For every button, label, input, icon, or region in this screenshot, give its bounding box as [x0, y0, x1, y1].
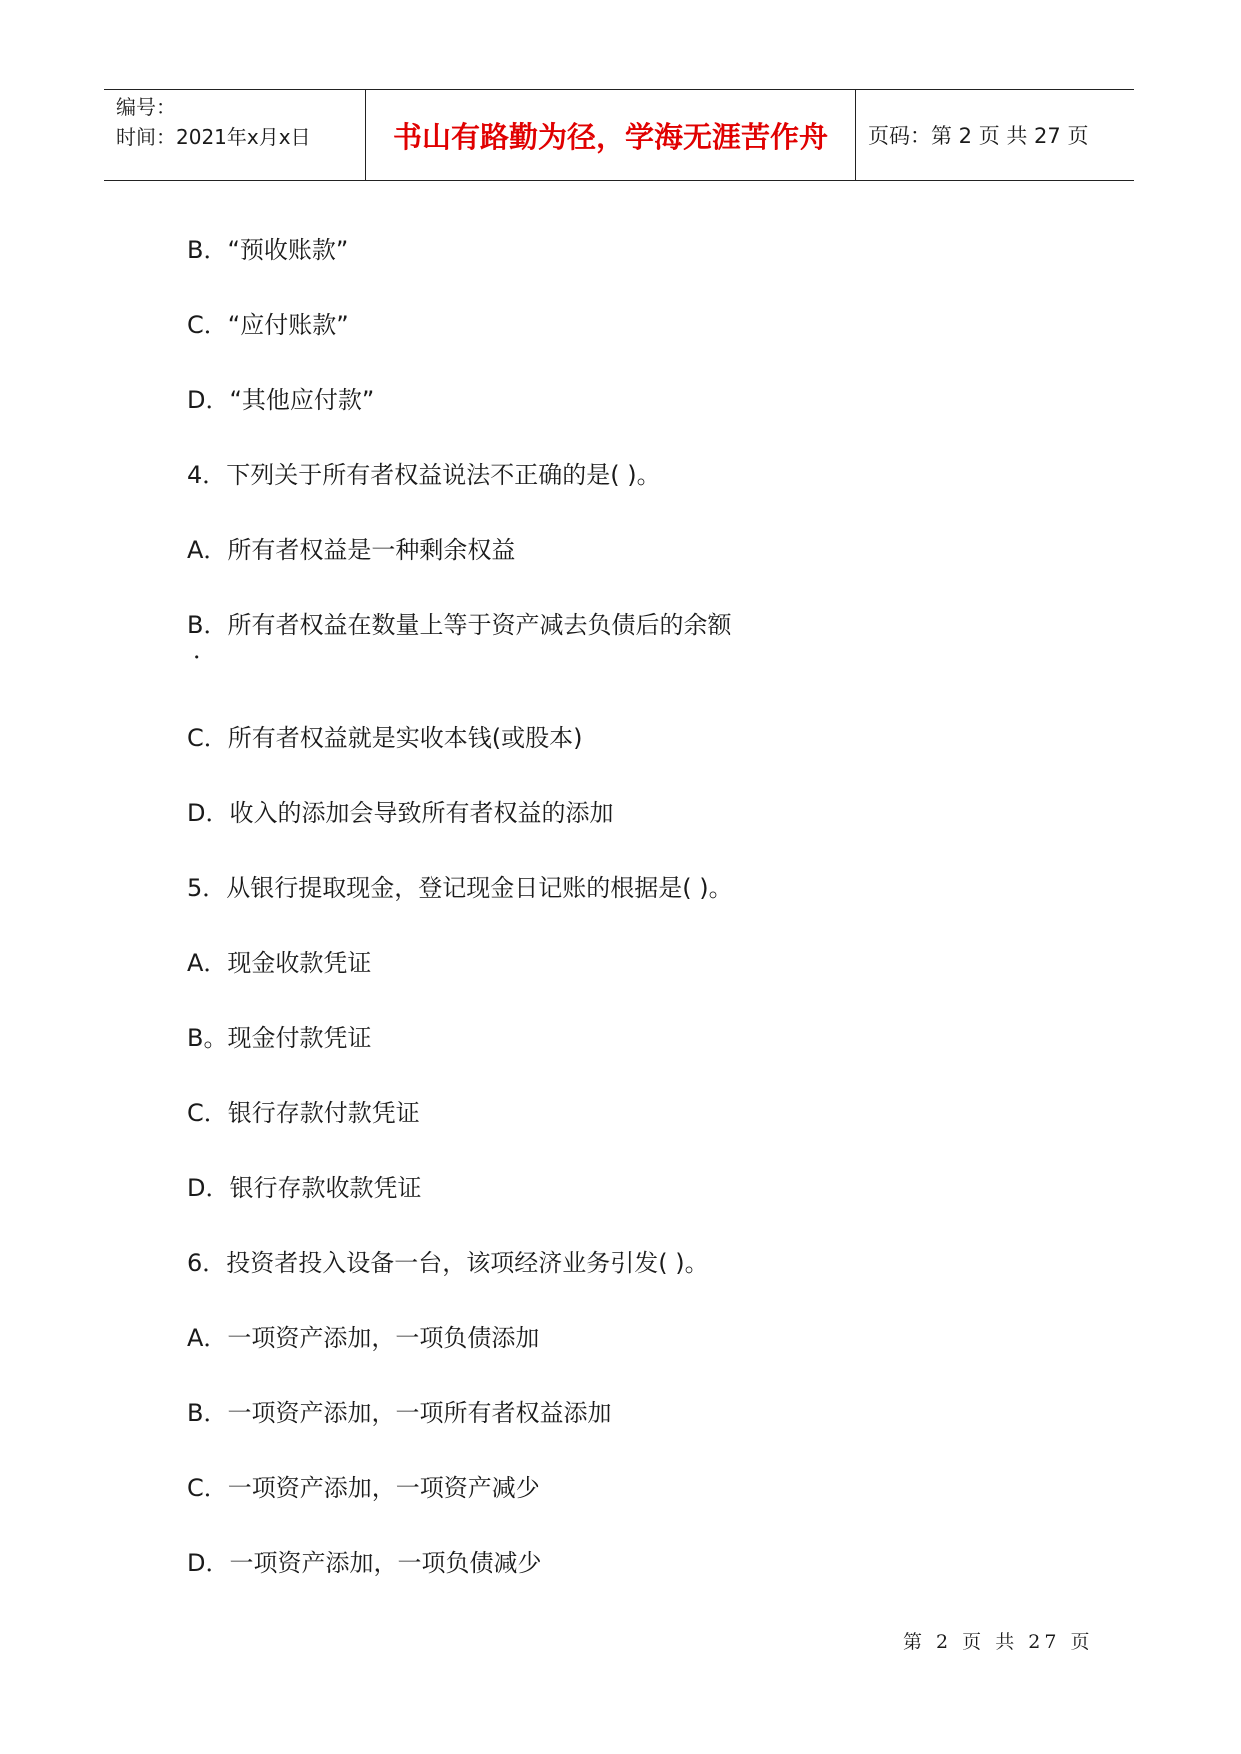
- question-line: 5．从银行提取现金，登记现金日记账的根据是( )。: [187, 874, 733, 902]
- option-line: C．一项资产添加，一项资产减少: [187, 1474, 540, 1502]
- option-line: C．“应付账款”: [187, 311, 349, 339]
- document-number: 编号：: [116, 95, 176, 119]
- header-meta: [104, 90, 366, 180]
- header-motto: 书山有路勤为径，学海无涯苦作舟: [366, 90, 856, 180]
- option-line: C．银行存款付款凭证: [187, 1099, 420, 1127]
- option-line: B．“预收账款”: [187, 236, 349, 264]
- option-line: D．“其他应付款”: [187, 386, 375, 414]
- option-line: D．收入的添加会导致所有者权益的添加: [187, 799, 614, 827]
- document-time: 时间：2021年x月x日: [116, 125, 311, 149]
- option-line: D．银行存款收款凭证: [187, 1174, 422, 1202]
- option-line: B。现金付款凭证: [187, 1024, 372, 1052]
- option-line: A．现金收款凭证: [187, 949, 372, 977]
- option-line: B．所有者权益在数量上等于资产减去负债后的余额: [187, 611, 732, 639]
- page-footer: 第 2 页 共 27 页: [903, 1631, 1094, 1653]
- page-header: [104, 89, 1134, 181]
- option-line: B．一项资产添加，一项所有者权益添加: [187, 1399, 612, 1427]
- header-page-code: 页码：第 2 页 共 27 页: [868, 124, 1089, 148]
- option-line: A．所有者权益是一种剩余权益: [187, 536, 516, 564]
- question-line: 6．投资者投入设备一台，该项经济业务引发( )。: [187, 1249, 709, 1277]
- document-body: [187, 228, 1087, 1616]
- option-line: D．一项资产添加，一项负债减少: [187, 1549, 542, 1577]
- stray-dot: ．: [193, 636, 217, 664]
- question-line: 4．下列关于所有者权益说法不正确的是( )。: [187, 461, 661, 489]
- option-line: A．一项资产添加，一项负债添加: [187, 1324, 540, 1352]
- option-line: C．所有者权益就是实收本钱(或股本): [187, 724, 583, 752]
